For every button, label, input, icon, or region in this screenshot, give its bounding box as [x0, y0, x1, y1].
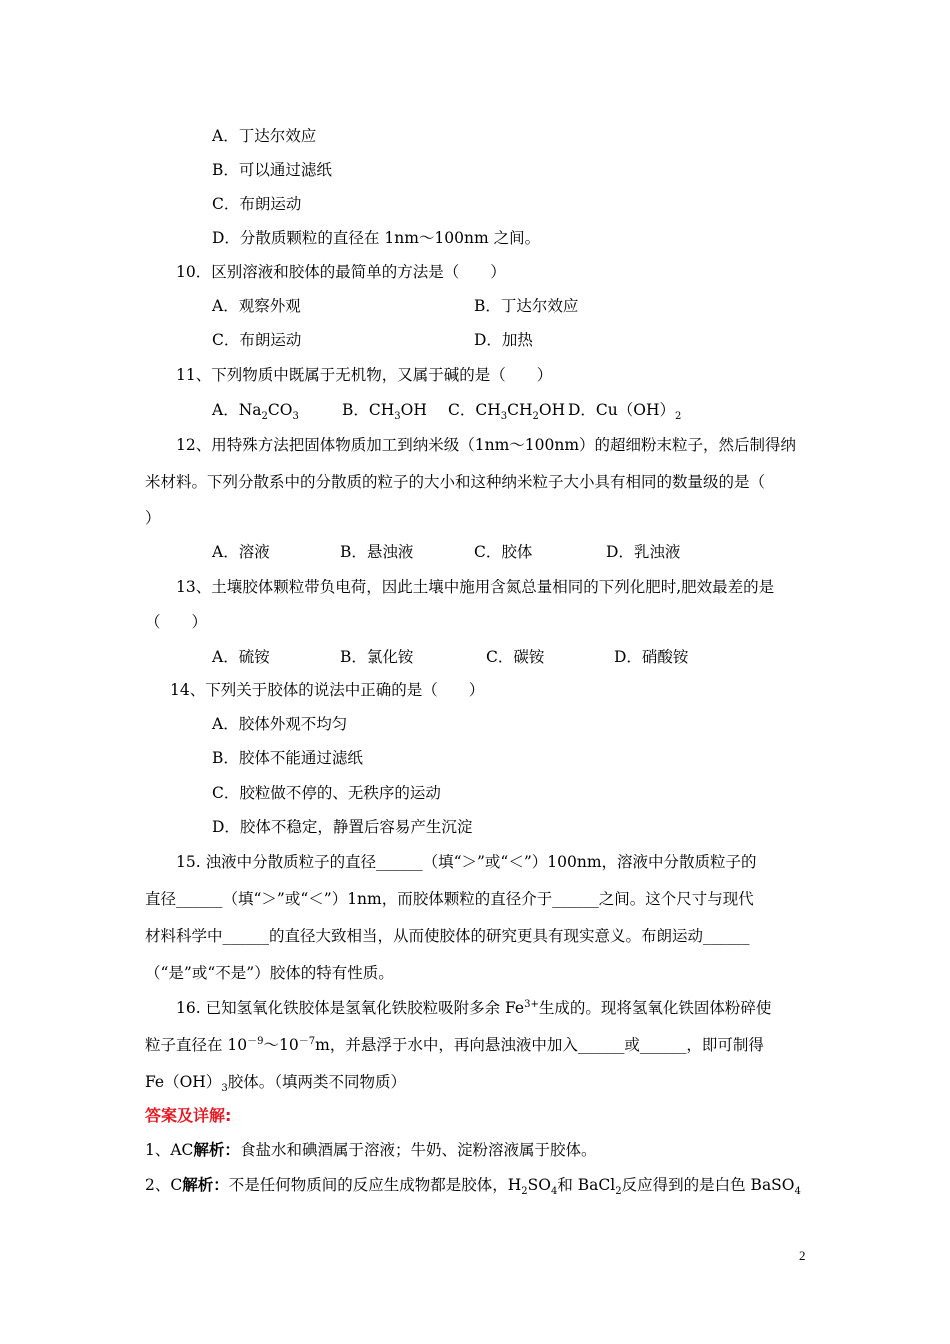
q15-line3: 材料科学中______的直径大致相当，从而使胶体的研究更具有现实意义。布朗运动______	[145, 927, 750, 945]
q13-line1: 13、土壤胶体颗粒带负电荷，因此土壤中施用含氮总量相同的下列化肥时,肥效最差的是	[176, 578, 775, 596]
q10-option-a: A．观察外观	[212, 297, 301, 315]
q14-option-a: A．胶体外观不均匀	[212, 715, 348, 733]
q13-option-c: C．碳铵	[486, 648, 545, 666]
q9-option-b: B．可以通过滤纸	[212, 161, 332, 179]
q16-line1: 16. 已知氢氧化铁胶体是氢氧化铁胶粒吸附多余 $Fe^{3+}$生成的。现将氢氧化铁固体粉碎使	[176, 998, 772, 1017]
q12-line2: 米材料。下列分散系中的分散质的粒子的大小和这种纳米粒子大小具有相同的数量级的是（	[145, 473, 766, 491]
q11-option-b: B．$CH_3OH$	[342, 401, 427, 423]
q12-line3: ）	[145, 509, 161, 527]
q11-option-d: D．$Cu(OH)_2$	[568, 401, 682, 423]
q15-line4: （“是”或“不是”）胶体的特有性质。	[145, 964, 394, 982]
q12-line1: 12、用特殊方法把固体物质加工到纳米级（1nm～100nm）的超细粉末粒子，然后制得纳	[176, 436, 797, 454]
q13-option-b: B．氯化铵	[340, 648, 414, 666]
q16-line2: 粒子直径在 $10^{-9}\sim 10^{-7}m$，并悬浮于水中，再向悬浊液中加入______或______，即可制得	[145, 1035, 764, 1054]
q12-option-b: B．悬浊液	[340, 543, 414, 561]
q10-option-b: B．丁达尔效应	[474, 297, 579, 315]
answers-heading: 答案及详解:	[145, 1106, 232, 1125]
q10-option-d: D．加热	[474, 331, 533, 349]
q10-option-c: C．布朗运动	[212, 331, 302, 349]
answer-1: 1、AC解析：食盐水和碘酒属于溶液；牛奶、淀粉溶液属于胶体。	[145, 1141, 597, 1159]
q9-option-d: D．分散质颗粒的直径在 1nm～100nm 之间。	[212, 229, 541, 247]
q14-stem: 14、下列关于胶体的说法中正确的是（ ）	[170, 681, 485, 699]
q16-line3: $Fe(OH)_3$胶体。（填两类不同物质）	[145, 1073, 406, 1095]
q11-option-a: A．$Na_2CO_3$	[212, 401, 299, 423]
q12-option-c: C．胶体	[474, 543, 533, 561]
q15-line1: 15. 浊液中分散质粒子的直径______（填“＞”或“＜”）100nm，溶液中分散质粒子的	[176, 853, 757, 871]
q11-stem: 11、下列物质中既属于无机物，又属于碱的是（ ）	[176, 366, 553, 384]
q9-option-c: C．布朗运动	[212, 195, 302, 213]
q15-line2: 直径______（填“＞”或“＜”）1nm，而胶体颗粒的直径介于______之间。这个尺寸与现代	[145, 890, 754, 908]
q12-option-d: D．乳浊液	[606, 543, 681, 561]
q13-option-d: D．硝酸铵	[614, 648, 689, 666]
page-number: 2	[799, 1248, 806, 1263]
q14-option-c: C．胶粒做不停的、无秩序的运动	[212, 784, 441, 802]
q9-option-a: A．丁达尔效应	[212, 127, 317, 145]
q13-option-a: A．硫铵	[212, 648, 270, 666]
answer-2: 2、C解析：不是任何物质间的反应生成物都是胶体，$H_2SO_4$和 BaCl$_2$反应得到的是白色 BaSO$_4$	[145, 1176, 801, 1198]
q11-option-c: C．$CH_3CH_2OH$	[448, 401, 566, 423]
q14-option-b: B．胶体不能通过滤纸	[212, 749, 363, 767]
q14-option-d: D．胶体不稳定，静置后容易产生沉淀	[212, 818, 473, 836]
q10-stem: 10．区别溶液和胶体的最简单的方法是（ ）	[176, 263, 506, 281]
q12-option-a: A．溶液	[212, 543, 270, 561]
q13-line2: （ ）	[145, 613, 208, 631]
